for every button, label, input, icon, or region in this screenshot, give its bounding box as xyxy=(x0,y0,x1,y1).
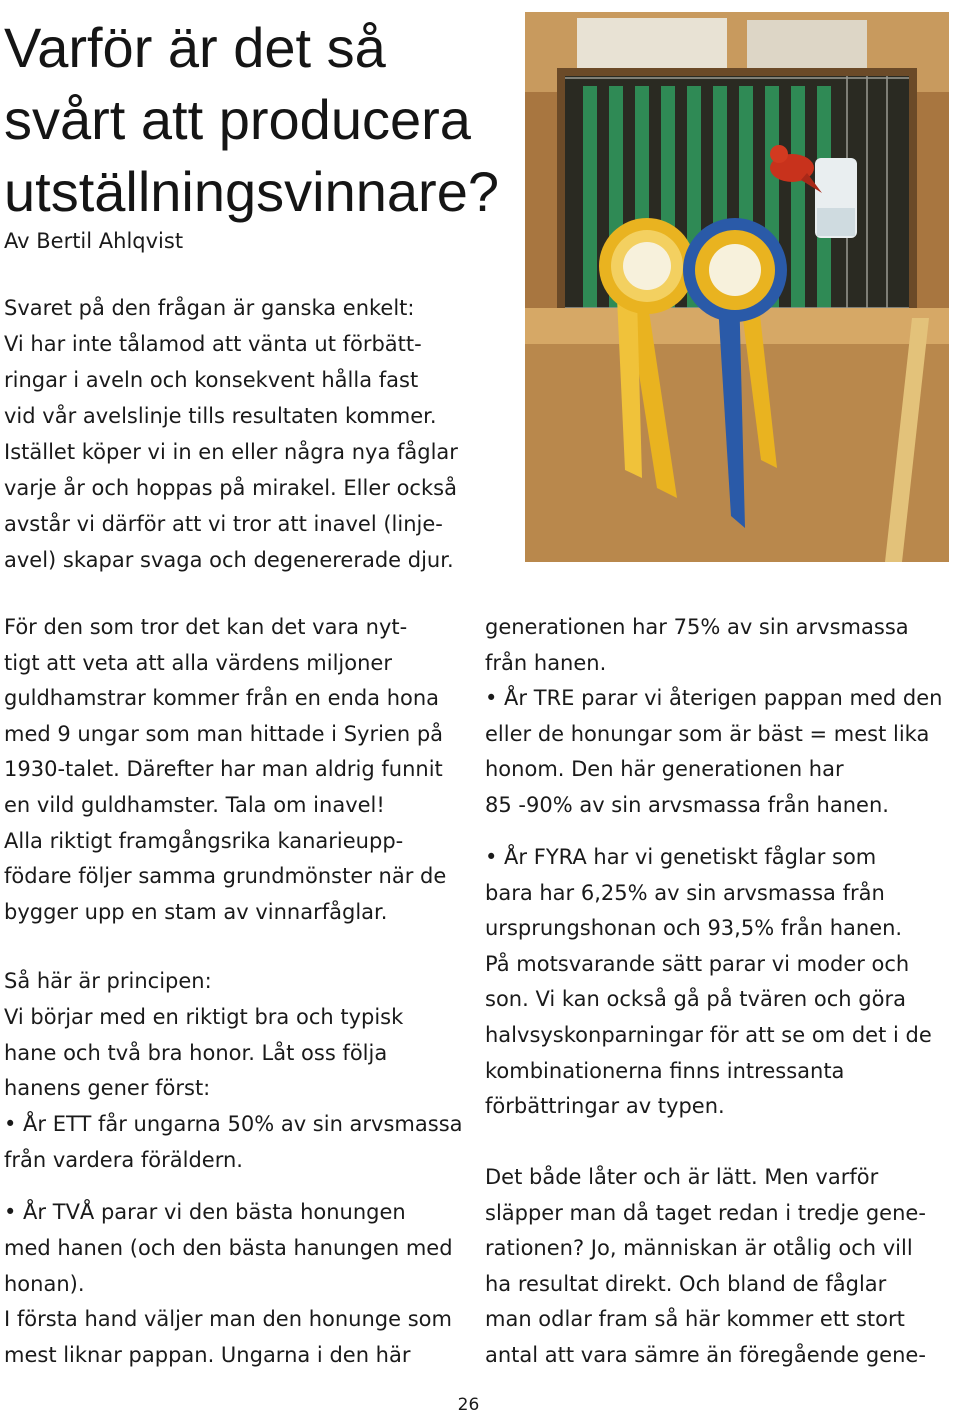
article-title xyxy=(4,12,499,228)
text-line: Istället köper vi in en eller några nya fåglar xyxy=(4,440,458,464)
left-paragraph-3 xyxy=(4,1195,453,1374)
intro-paragraph xyxy=(4,290,458,578)
text-line: På motsvarande sätt parar vi moder och xyxy=(485,951,910,976)
text-line: guldhamstrar kommer från en enda hona xyxy=(4,686,440,711)
right-paragraph-1 xyxy=(485,610,942,824)
text-line: I första hand väljer man den honunge som xyxy=(4,1307,452,1332)
text-line: hanens gener först: xyxy=(4,1076,211,1101)
text-line: son. Vi kan också gå på tvären och göra xyxy=(485,987,906,1012)
text-line: från vardera föräldern. xyxy=(4,1147,243,1172)
title-line: svårt att producera xyxy=(4,88,471,151)
right-paragraph-2 xyxy=(485,840,932,1125)
title-line: utställningsvinnare? xyxy=(4,160,499,223)
text-line: • År TRE parar vi återigen pappan med den xyxy=(485,686,943,711)
text-line: Så här är principen: xyxy=(4,969,212,993)
left-paragraph-1 xyxy=(4,610,446,930)
text-line: bara har 6,25% av sin arvsmassa från xyxy=(485,880,885,905)
page-number: 26 xyxy=(457,1395,480,1415)
photo-canary-cage-rosettes xyxy=(517,8,953,570)
text-line: honan). xyxy=(4,1271,85,1296)
text-line: kombinationerna finns intressanta xyxy=(485,1058,845,1083)
text-line: tigt att veta att alla värdens miljoner xyxy=(4,650,392,675)
title-line: Varför är det så xyxy=(4,16,386,79)
text-line: generationen har 75% av sin arvsmassa xyxy=(485,615,909,639)
left-paragraph-2 xyxy=(4,964,463,1179)
text-line: mest liknar pappan. Ungarna i den här xyxy=(4,1343,411,1368)
text-line: från hanen. xyxy=(485,650,607,675)
text-line: eller de honungar som är bäst = mest lika xyxy=(485,721,930,746)
text-line: avstår vi därför att vi tror att inavel (linje- xyxy=(4,512,443,536)
text-line: antal att vara sämre än föregående gene- xyxy=(485,1342,926,1367)
text-line: ha resultat direkt. Och bland de fåglar xyxy=(485,1271,887,1296)
text-line: med hanen (och den bästa hanungen med xyxy=(4,1235,453,1260)
text-line: varje år och hoppas på mirakel. Eller också xyxy=(4,476,457,500)
text-line: Alla riktigt framgångsrika kanarieupp- xyxy=(4,828,404,853)
text-line: avel) skapar svaga och degenererade djur. xyxy=(4,548,454,572)
text-line: Svaret på den frågan är ganska enkelt: xyxy=(4,296,415,320)
text-line: För den som tror det kan det vara nyt- xyxy=(4,615,408,639)
text-line: • År ETT får ungarna 50% av sin arvsmassa xyxy=(4,1112,463,1137)
text-line: förbättringar av typen. xyxy=(485,1094,725,1119)
text-line: en vild guldhamster. Tala om inavel! xyxy=(4,792,385,817)
text-line: man odlar fram så här kommer ett stort xyxy=(485,1307,905,1332)
text-line: ringar i aveln och konsekvent hålla fast xyxy=(4,368,419,392)
text-line: 85 -90% av sin arvsmassa från hanen. xyxy=(485,792,889,817)
text-line: släpper man då taget redan i tredje gene- xyxy=(485,1200,926,1225)
text-line: honom. Den här generationen har xyxy=(485,757,844,782)
text-line: hane och två bra honor. Låt oss följa xyxy=(4,1040,388,1065)
text-line: • År FYRA har vi genetiskt fåglar som xyxy=(485,845,877,869)
text-line: bygger upp en stam av vinnarfåglar. xyxy=(4,899,388,924)
text-line: Vi börjar med en riktigt bra och typisk xyxy=(4,1004,404,1029)
byline: Av Bertil Ahlqvist xyxy=(4,229,184,253)
text-line: födare följer samma grundmönster när de xyxy=(4,864,447,889)
text-line: Vi har inte tålamod att vänta ut förbätt- xyxy=(4,332,422,356)
text-line: halvsyskonparningar för att se om det i de xyxy=(485,1022,932,1047)
text-line: med 9 ungar som man hittade i Syrien på xyxy=(4,721,444,746)
text-line: • År TVÅ parar vi den bästa honungen xyxy=(4,1200,406,1224)
right-paragraph-3 xyxy=(485,1160,926,1374)
text-line: rationen? Jo, människan är otålig och vill xyxy=(485,1236,913,1261)
text-line: Det både låter och är lätt. Men varför xyxy=(485,1165,879,1189)
text-line: 1930-talet. Därefter har man aldrig funnit xyxy=(4,757,443,782)
text-line: ursprungshonan och 93,5% från hanen. xyxy=(485,916,903,941)
text-line: vid vår avelslinje tills resultaten kommer. xyxy=(4,404,437,428)
